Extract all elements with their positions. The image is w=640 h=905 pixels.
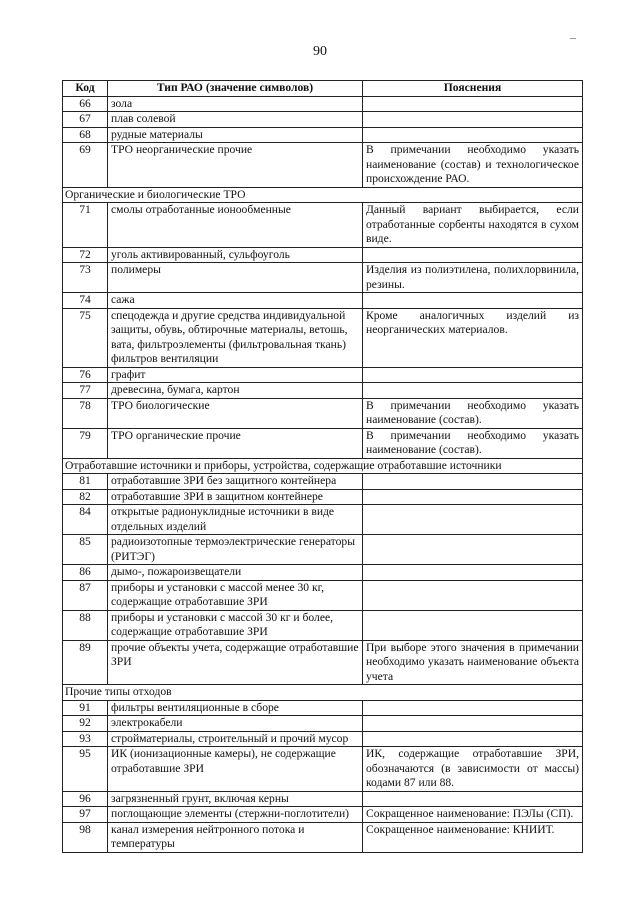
table-row [63,791,583,807]
cell-type: радиоизотопные термоэлектрические генераторы (РИТЭГ) [108,535,363,565]
cell-code: 78 [63,398,108,428]
cell-code: 98 [63,822,108,852]
header-type: Тип РАО (значение символов) [108,81,363,97]
cell-code: 71 [63,203,108,248]
cell-code: 69 [63,143,108,188]
cell-code: 96 [63,791,108,807]
table-row [63,505,583,535]
header-code: Код [63,81,108,97]
cell-type: ТРО органические прочие [108,428,363,458]
cell-code: 68 [63,127,108,143]
cell-type: ТРО биологические [108,398,363,428]
cell-note: При выборе этого значения в примечании необходимо указать наименование объекта учета [363,640,583,685]
table-row [63,383,583,399]
section-title: Отработавшие источники и приборы, устройства, содержащие отработавшие источники [63,458,583,474]
cell-type: зола [108,96,363,112]
section-row [63,187,583,203]
cell-note [363,247,583,263]
table-row [63,263,583,293]
cell-type: уголь активированный, сульфоуголь [108,247,363,263]
cell-code: 79 [63,428,108,458]
cell-type: приборы и установки с массой менее 30 кг, содержащие отработавшие ЗРИ [108,580,363,610]
cell-note [363,367,583,383]
table-row [63,731,583,747]
cell-note [363,127,583,143]
cell-code: 92 [63,716,108,732]
table-row [63,247,583,263]
cell-code: 86 [63,565,108,581]
table-row [63,640,583,685]
table-row [63,822,583,852]
table-row [63,367,583,383]
cell-note [363,580,583,610]
cell-code: 67 [63,112,108,128]
page-number: 90 [313,44,327,59]
cell-note [363,731,583,747]
cell-note [363,700,583,716]
cell-type: плав солевой [108,112,363,128]
table-row [63,565,583,581]
cell-code: 84 [63,505,108,535]
cell-code: 91 [63,700,108,716]
table-row [63,127,583,143]
cell-note [363,293,583,309]
cell-code: 76 [63,367,108,383]
cell-type: древесина, бумага, картон [108,383,363,399]
header-note: Пояснения [363,81,583,97]
cell-note: Изделия из полиэтилена, полихлорвинила, резины. [363,263,583,293]
cell-note [363,474,583,490]
cell-type: полимеры [108,263,363,293]
table-row [63,580,583,610]
cell-code: 95 [63,747,108,792]
section-title: Прочие типы отходов [63,685,583,701]
cell-type: отработавшие ЗРИ без защитного контейнера [108,474,363,490]
section-row [63,685,583,701]
cell-type: приборы и установки с массой 30 кг и более, содержащие отработавшие ЗРИ [108,610,363,640]
cell-code: 97 [63,807,108,823]
cell-type: спецодежда и другие средства индивидуальной защиты, обувь, обтирочные материалы, ветошь, вата, фильтроэлементы (фильтровальная ткань) фильтров вентиляции [108,308,363,367]
table-row [63,293,583,309]
cell-note [363,610,583,640]
rao-type-table [62,80,583,853]
cell-note [363,535,583,565]
table-row [63,308,583,367]
cell-type: открытые радионуклидные источники в виде отдельных изделий [108,505,363,535]
table-header-row [63,81,583,97]
table-row [63,398,583,428]
table-row [63,716,583,732]
table-body [63,96,583,852]
table-row [63,474,583,490]
table-row [63,96,583,112]
table-row [63,203,583,248]
cell-note: В примечании необходимо указать наименование (состав). [363,428,583,458]
cell-note [363,565,583,581]
section-row [63,458,583,474]
cell-code: 74 [63,293,108,309]
table-row [63,143,583,188]
table-row [63,428,583,458]
cell-type: фильтры вентиляционные в сборе [108,700,363,716]
table-row [63,610,583,640]
cell-code: 89 [63,640,108,685]
cell-code: 82 [63,489,108,505]
cell-note [363,489,583,505]
cell-note [363,112,583,128]
cell-code: 66 [63,96,108,112]
cell-type: графит [108,367,363,383]
cell-type: поглощающие элементы (стержни-поглотители) [108,807,363,823]
cell-code: 72 [63,247,108,263]
table-row [63,807,583,823]
cell-note [363,505,583,535]
cell-note: Кроме аналогичных изделий из неорганических материалов. [363,308,583,367]
cell-note: В примечании необходимо указать наименование (состав). [363,398,583,428]
cell-note: Сокращенное наименование: КНИИТ. [363,822,583,852]
cell-type: смолы отработанные ионообменные [108,203,363,248]
table-row [63,489,583,505]
cell-code: 93 [63,731,108,747]
cell-type: отработавшие ЗРИ в защитном контейнере [108,489,363,505]
table-row [63,112,583,128]
cell-code: 87 [63,580,108,610]
cell-type: ИК (ионизационные камеры), не содержащие отработавшие ЗРИ [108,747,363,792]
cell-code: 73 [63,263,108,293]
cell-note [363,96,583,112]
table-row [63,747,583,792]
cell-type: стройматериалы, строительный и прочий мусор [108,731,363,747]
corner-mark: – [570,30,576,44]
cell-code: 75 [63,308,108,367]
cell-type: сажа [108,293,363,309]
cell-code: 85 [63,535,108,565]
cell-code: 77 [63,383,108,399]
cell-type: канал измерения нейтронного потока и температуры [108,822,363,852]
cell-note: В примечании необходимо указать наименование (состав) и технологическое происхождение РАО. [363,143,583,188]
cell-type: электрокабели [108,716,363,732]
cell-code: 81 [63,474,108,490]
cell-type: ТРО неорганические прочие [108,143,363,188]
cell-type: прочие объекты учета, содержащие отработавшие ЗРИ [108,640,363,685]
cell-note: Сокращенное наименование: ПЭЛы (СП). [363,807,583,823]
cell-note [363,716,583,732]
cell-code: 88 [63,610,108,640]
section-title: Органические и биологические ТРО [63,187,583,203]
cell-note [363,383,583,399]
cell-type: загрязненный грунт, включая керны [108,791,363,807]
cell-type: рудные материалы [108,127,363,143]
cell-note [363,791,583,807]
cell-type: дымо-, пожароизвещатели [108,565,363,581]
cell-note: ИК, содержащие отработавшие ЗРИ, обозначаются (в зависимости от массы) кодами 87 или 88. [363,747,583,792]
table-row [63,700,583,716]
cell-note: Данный вариант выбирается, если отработанные сорбенты находятся в сухом виде. [363,203,583,248]
table-row [63,535,583,565]
